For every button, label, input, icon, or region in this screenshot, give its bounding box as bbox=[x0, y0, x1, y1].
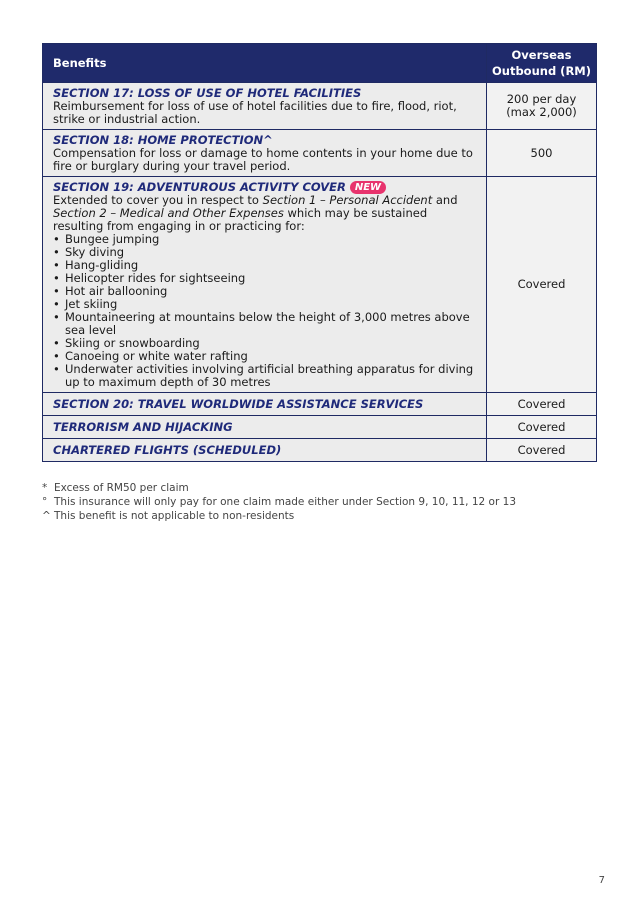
section19-title: SECTION 19: ADVENTUROUS ACTIVITY COVER bbox=[53, 180, 346, 194]
footnote-mark: ° bbox=[42, 496, 48, 508]
footnote-non-residents bbox=[42, 509, 516, 523]
section19-intro-part3: which may be sustained resulting from engaging in or practicing for: bbox=[53, 206, 428, 233]
table-header-row bbox=[43, 44, 597, 83]
header-overseas-line1: Overseas bbox=[511, 48, 572, 62]
section18-description bbox=[43, 130, 487, 177]
list-item: • Bungee jumping bbox=[53, 233, 476, 246]
section17-text: Reimbursement for loss of use of hotel facilities due to fire, flood, riot, strike or industrial action. bbox=[53, 99, 457, 126]
section17-value bbox=[487, 83, 597, 130]
activity-list bbox=[53, 233, 476, 389]
section20-value: Covered bbox=[487, 393, 597, 416]
list-item: • Canoeing or white water rafting bbox=[53, 350, 476, 363]
section17-value-line2: (max 2,000) bbox=[506, 105, 577, 119]
section19-intro-part2: and bbox=[432, 193, 458, 207]
list-item: • Hot air ballooning bbox=[53, 285, 476, 298]
section19-value: Covered bbox=[487, 177, 597, 393]
footnote-text: This benefit is not applicable to non-residents bbox=[54, 510, 295, 522]
list-item: • Skiing or snowboarding bbox=[53, 337, 476, 350]
list-item: • Sky diving bbox=[53, 246, 476, 259]
footnote-text: Excess of RM50 per claim bbox=[54, 482, 189, 494]
section18-value: 500 bbox=[487, 130, 597, 177]
table-row-section20 bbox=[43, 393, 597, 416]
section18-text: Compensation for loss or damage to home contents in your home due to fire or burglary during your travel period. bbox=[53, 146, 473, 173]
footnote-mark: ^ bbox=[42, 510, 51, 522]
section18-title: SECTION 18: HOME PROTECTION^ bbox=[53, 133, 273, 147]
chartered-value: Covered bbox=[487, 439, 597, 462]
terrorism-title: TERRORISM AND HIJACKING bbox=[43, 416, 487, 439]
section17-title: SECTION 17: LOSS OF USE OF HOTEL FACILITIES bbox=[53, 86, 362, 100]
section1-reference: Section 1 – Personal Accident bbox=[262, 193, 433, 207]
table-row-terrorism bbox=[43, 416, 597, 439]
header-overseas-outbound bbox=[487, 44, 597, 83]
section20-title: SECTION 20: TRAVEL WORLDWIDE ASSISTANCE SERVICES bbox=[43, 393, 487, 416]
page-number: 7 bbox=[598, 875, 605, 886]
footnote-single-claim bbox=[42, 495, 516, 509]
header-overseas-line2: Outbound (RM) bbox=[491, 64, 591, 78]
table-row-section19 bbox=[43, 177, 597, 393]
terrorism-value: Covered bbox=[487, 416, 597, 439]
section2-reference: Section 2 – Medical and Other Expenses bbox=[53, 206, 284, 220]
benefits-table bbox=[42, 43, 597, 462]
footnote-text: This insurance will only pay for one claim made either under Section 9, 10, 11, 12 or 13 bbox=[54, 496, 516, 508]
section17-description bbox=[43, 83, 487, 130]
list-item: • Underwater activities involving artificial breathing apparatus for diving up to maximum depth of 30 metres bbox=[53, 363, 476, 389]
chartered-title: CHARTERED FLIGHTS (SCHEDULED) bbox=[43, 439, 487, 462]
list-item: • Jet skiing bbox=[53, 298, 476, 311]
section19-intro bbox=[53, 194, 476, 233]
table-row-section18 bbox=[43, 130, 597, 177]
list-item: • Helicopter rides for sightseeing bbox=[53, 272, 476, 285]
footnotes bbox=[42, 481, 516, 523]
section19-intro-part1: Extended to cover you in respect to bbox=[53, 193, 263, 207]
list-item: • Hang-gliding bbox=[53, 259, 476, 272]
table-row-chartered bbox=[43, 439, 597, 462]
table-row-section17 bbox=[43, 83, 597, 130]
header-benefits: Benefits bbox=[43, 44, 487, 83]
new-badge: NEW bbox=[350, 181, 386, 194]
section19-description bbox=[43, 177, 487, 393]
section17-value-line1: 200 per day bbox=[506, 92, 577, 106]
footnote-mark: * bbox=[42, 482, 48, 494]
footnote-excess bbox=[42, 481, 516, 495]
list-item: • Mountaineering at mountains below the height of 3,000 metres above sea level bbox=[53, 311, 476, 337]
